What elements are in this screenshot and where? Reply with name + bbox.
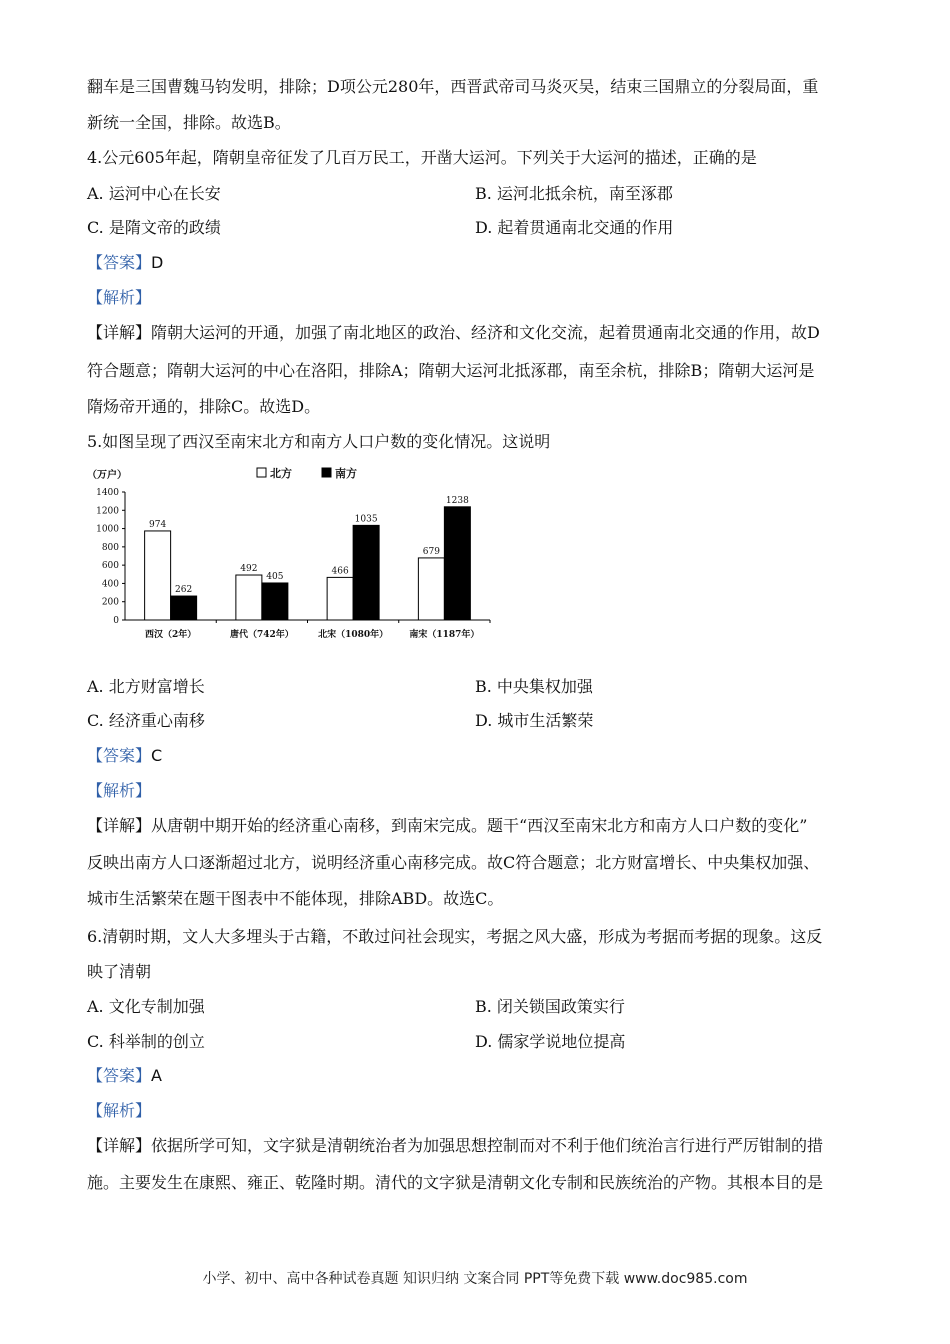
population-bar-chart: [85, 462, 505, 650]
y-tick-label: 200: [101, 597, 119, 608]
q5-analysis-tag: [87, 781, 151, 801]
legend-swatch-north: [257, 468, 266, 477]
q6-detail-line: 施。主要发生在康熙、雍正、乾隆时期。清代的文字狱是清朝文化专制和民族统治的产物。其根本目的是: [87, 1173, 824, 1192]
y-tick-label: 600: [101, 561, 119, 572]
data-label: 1238: [445, 495, 469, 506]
q6-option-b: B. 闭关锁国政策实行: [475, 997, 625, 1016]
x-category-label: 唐代（742年）: [229, 630, 294, 640]
y-tick-label: 1400: [96, 488, 119, 498]
y-tick-label: 400: [101, 579, 119, 590]
bar-north: [236, 575, 262, 620]
y-tick-label: 1200: [96, 506, 119, 517]
detail-text: 依据所学可知，文字狱是清朝统治者为加强思想控制而对不利于他们统治言行进行严厉钳制的措: [151, 1136, 824, 1155]
analysis-tag: 【解析】: [87, 1101, 152, 1120]
question-6-stem: 映了清朝: [87, 962, 152, 981]
q4-option-b: B. 运河北抵余杭，南至涿郡: [475, 184, 673, 203]
question-5-stem: 5.如图呈现了西汉至南宋北方和南方人口户数的变化情况。这说明: [87, 432, 551, 451]
answer-tag: 【答案】: [87, 746, 152, 765]
x-category-label: 西汉（2年）: [144, 630, 197, 640]
detail-tag: 【详解】: [87, 1136, 152, 1155]
answer-value: C: [151, 746, 163, 765]
y-tick-label: 800: [101, 542, 119, 553]
q5-detail-line: 城市生活繁荣在题干图表中不能体现，排除ABD。故选C。: [87, 889, 504, 908]
bar-south: [262, 583, 288, 620]
q5-answer: [87, 746, 162, 766]
q5-option-a: A. 北方财富增长: [87, 677, 205, 696]
q4-answer: [87, 253, 163, 273]
y-tick-label: 1000: [96, 524, 119, 535]
q4-detail-line: [87, 323, 820, 343]
q4-option-a: A. 运河中心在长安: [87, 184, 221, 203]
q6-option-c: C. 科举制的创立: [87, 1032, 205, 1051]
answer-value: D: [151, 253, 164, 272]
q5-detail-line: [87, 816, 807, 836]
q4-option-d: D. 起着贯通南北交通的作用: [475, 218, 674, 237]
detail-text: 从唐朝中期开始的经济重心南移，到南宋完成。题干“西汉至南宋北方和南方人口户数的变化”: [151, 816, 808, 835]
q4-option-c: C. 是隋文帝的政绩: [87, 218, 221, 237]
legend-label: 南方: [335, 467, 357, 480]
y-axis-unit-label: （万户）: [87, 470, 127, 481]
q6-option-a: A. 文化专制加强: [87, 997, 205, 1016]
data-label: 679: [422, 546, 440, 557]
bar-south: [444, 507, 470, 620]
legend-label: 北方: [270, 467, 292, 480]
q5-option-c: C. 经济重心南移: [87, 711, 205, 730]
data-label: 492: [240, 564, 258, 575]
bar-south: [353, 525, 379, 620]
detail-tag: 【详解】: [87, 323, 152, 342]
data-label: 974: [149, 519, 167, 530]
q6-option-d: D. 儒家学说地位提高: [475, 1032, 626, 1051]
q5-option-d: D. 城市生活繁荣: [475, 711, 594, 730]
intro-line: 翻车是三国曹魏马钧发明，排除；D项公元280年，西晋武帝司马炎灭吴，结束三国鼎立的分裂局面，重: [87, 77, 819, 96]
intro-line: 新统一全国，排除。故选B。: [87, 113, 291, 132]
q4-detail-line: 隋炀帝开通的，排除C。故选D。: [87, 397, 321, 416]
detail-text: 隋朝大运河的开通，加强了南北地区的政治、经济和文化交流，起着贯通南北交通的作用，故D: [151, 323, 820, 342]
x-category-label: 北宋（1080年）: [318, 630, 389, 640]
data-label: 262: [175, 585, 193, 596]
analysis-tag: 【解析】: [87, 288, 152, 307]
y-tick-label: 0: [113, 616, 119, 626]
bar-north: [327, 577, 353, 620]
page-footer[interactable]: 小学、初中、高中各种试卷真题 知识归纳 文案合同 PPT等免费下载 www.doc985.com: [202, 1271, 748, 1287]
data-label: 1035: [354, 514, 378, 525]
bar-south: [171, 596, 197, 620]
answer-tag: 【答案】: [87, 1066, 152, 1085]
bar-north: [418, 558, 444, 620]
q5-option-b: B. 中央集权加强: [475, 677, 593, 696]
q6-detail-line: [87, 1136, 823, 1156]
q6-answer: [87, 1066, 162, 1086]
bar-north: [145, 531, 171, 620]
question-4-stem: 4.公元605年起，隋朝皇帝征发了几百万民工，开凿大运河。下列关于大运河的描述，正确的是: [87, 148, 757, 167]
data-label: 466: [331, 566, 349, 577]
q4-analysis-tag: [87, 288, 151, 308]
question-6-stem: 6.清朝时期，文人大多埋头于古籍，不敢过问社会现实，考据之风大盛，形成为考据而考据的现象。这反: [87, 927, 823, 946]
q5-detail-line: 反映出南方人口逐渐超过北方，说明经济重心南移完成。故C符合题意；北方财富增长、中央集权加强、: [87, 853, 820, 872]
answer-value: A: [151, 1066, 162, 1085]
legend-swatch-south: [322, 468, 331, 477]
answer-tag: 【答案】: [87, 253, 152, 272]
q4-detail-line: 符合题意；隋朝大运河的中心在洛阳，排除A；隋朝大运河北抵涿郡，南至余杭，排除B；隋朝大运河是: [87, 361, 815, 380]
analysis-tag: 【解析】: [87, 781, 152, 800]
q6-analysis-tag: [87, 1101, 151, 1121]
x-category-label: 南宋（1187年）: [409, 630, 480, 640]
detail-tag: 【详解】: [87, 816, 152, 835]
data-label: 405: [266, 571, 284, 582]
